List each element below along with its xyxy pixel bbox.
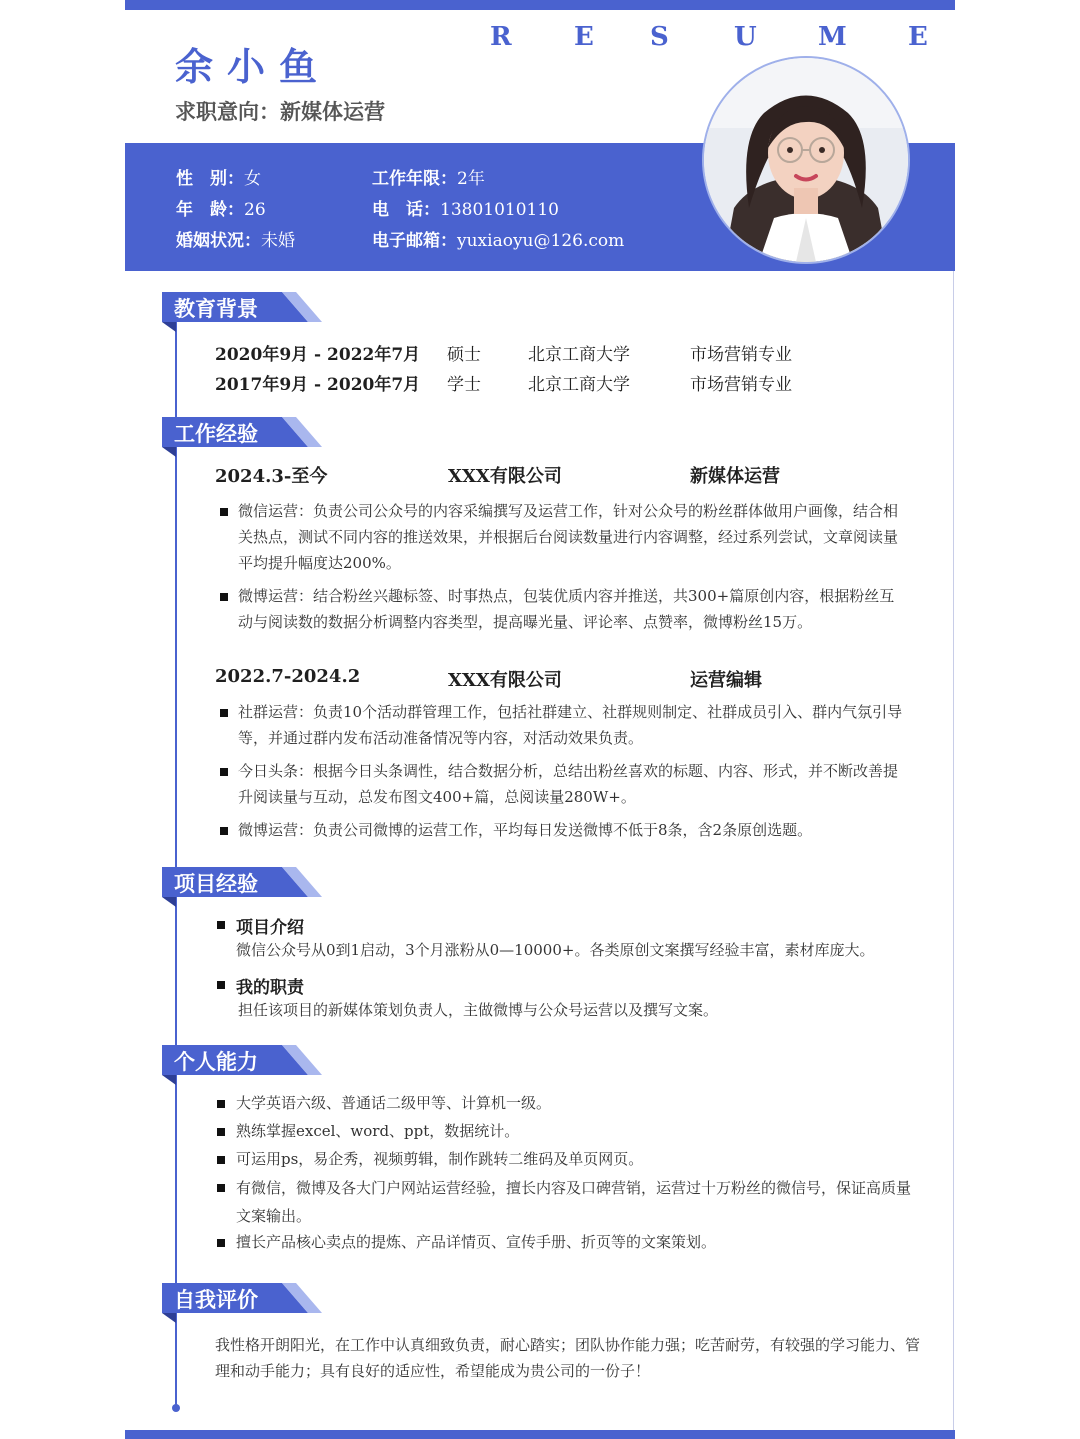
top-accent-bar bbox=[125, 0, 955, 10]
job-role: 运营编辑 bbox=[690, 670, 762, 691]
bullet-icon bbox=[220, 508, 228, 516]
bullet-icon bbox=[220, 709, 228, 717]
resume-letter: E bbox=[574, 22, 594, 52]
profile-photo-illustration bbox=[704, 58, 908, 262]
skill-item: 可运用ps，易企秀，视频剪辑，制作跳转二维码及单页网页。 bbox=[236, 1150, 644, 1168]
section-title: 自我评价 bbox=[174, 1287, 258, 1312]
info-value: yuxiaoyu@126.com bbox=[457, 231, 625, 251]
edu-date: 2017年9月 - 2020年7月 bbox=[215, 375, 421, 395]
info-value: 26 bbox=[244, 200, 266, 220]
resume-title-letters bbox=[490, 22, 940, 58]
self-evaluation-text: 我性格开朗阳光，在工作中认真细致负责，耐心踏实；团队协作能力强；吃苦耐劳，有较强的学习能力、管理和动手能力；具有良好的适应性，希望能成为贵公司的一份子！ bbox=[215, 1336, 921, 1380]
job-duty: 社群运营：负责10个活动群管理工作，包括社群建立、社群规则制定、社群成员引入、群内气氛引导等，并通过群内发布活动准备情况等内容，对活动效果负责。 bbox=[238, 703, 903, 747]
skill-item: 擅长产品核心卖点的提炼、产品详情页、宣传手册、折页等的文案策划。 bbox=[236, 1233, 717, 1251]
job-date: 2024.3-至今 bbox=[215, 466, 328, 487]
profile-photo bbox=[704, 58, 908, 262]
resume-letter: R bbox=[490, 22, 512, 52]
info-value: 2年 bbox=[457, 169, 485, 189]
info-experience bbox=[372, 164, 485, 189]
resume-letter: S bbox=[650, 22, 669, 52]
page-edge-line bbox=[953, 270, 954, 1430]
section-header-skills bbox=[162, 1045, 322, 1079]
job-company: XXX有限公司 bbox=[448, 670, 562, 691]
edu-degree: 硕士 bbox=[447, 345, 481, 365]
job-intent: 求职意向：新媒体运营 bbox=[175, 99, 385, 124]
section-title: 教育背景 bbox=[174, 296, 258, 321]
bullet-icon bbox=[220, 593, 228, 601]
bullet-icon bbox=[220, 827, 228, 835]
timeline-end-dot bbox=[172, 1404, 180, 1412]
skill-item: 有微信，微博及各大门户网站运营经验，擅长内容及口碑营销，运营过十万粉丝的微信号，保证高质量文案输出。 bbox=[236, 1179, 912, 1225]
bullet-icon bbox=[217, 1239, 225, 1247]
job-duty: 今日头条：根据今日头条调性，结合数据分析，总结出粉丝喜欢的标题、内容、形式，并不断改善提升阅读量与互动，总发布图文400+篇，总阅读量280W+。 bbox=[238, 762, 899, 806]
project-intro-title: 项目介绍 bbox=[236, 918, 304, 938]
edu-school: 北京工商大学 bbox=[528, 345, 630, 365]
job-company: XXX有限公司 bbox=[448, 466, 562, 487]
info-label: 年 龄： bbox=[176, 200, 244, 220]
edu-major: 市场营销专业 bbox=[690, 345, 792, 365]
project-duty-title: 我的职责 bbox=[236, 978, 304, 998]
section-title: 项目经验 bbox=[174, 871, 258, 896]
info-value: 13801010110 bbox=[440, 200, 559, 220]
bullet-icon bbox=[217, 1156, 225, 1164]
info-label: 电 话： bbox=[372, 200, 440, 220]
project-intro-text: 微信公众号从0到1启动，3个月涨粉从0—10000+。各类原创文案撰写经验丰富，素材库庞大。 bbox=[236, 941, 875, 959]
skill-item: 大学英语六级、普通话二级甲等、计算机一级。 bbox=[236, 1094, 552, 1112]
job-role: 新媒体运营 bbox=[690, 466, 780, 487]
job-duty: 微博运营：结合粉丝兴趣标签、时事热点，包装优质内容并推送，共300+篇原创内容，根据粉丝互动与阅读数的数据分析调整内容类型，提高曝光量、评论率、点赞率，微博粉丝15万。 bbox=[238, 587, 895, 631]
section-title: 工作经验 bbox=[174, 421, 258, 446]
section-title: 个人能力 bbox=[174, 1049, 258, 1074]
info-label: 工作年限： bbox=[372, 169, 457, 189]
info-marital bbox=[176, 226, 295, 251]
bottom-accent-bar bbox=[125, 1430, 955, 1439]
section-header-work bbox=[162, 417, 322, 451]
candidate-name: 余小鱼 bbox=[175, 44, 332, 89]
resume-letter: E bbox=[908, 22, 928, 52]
bullet-icon bbox=[217, 1128, 225, 1136]
edu-degree: 学士 bbox=[447, 375, 481, 395]
bullet-icon bbox=[217, 1100, 225, 1108]
info-phone bbox=[372, 195, 559, 220]
bullet-icon bbox=[220, 768, 228, 776]
info-label: 性 别： bbox=[176, 169, 244, 189]
bullet-icon bbox=[217, 981, 225, 989]
bullet-icon bbox=[217, 921, 225, 929]
edu-major: 市场营销专业 bbox=[690, 375, 792, 395]
bullet-icon bbox=[217, 1184, 225, 1192]
resume-letter: U bbox=[734, 22, 757, 52]
job-date: 2022.7-2024.2 bbox=[215, 666, 361, 687]
info-email bbox=[372, 226, 624, 251]
info-label: 婚姻状况： bbox=[176, 231, 261, 251]
section-header-education bbox=[162, 292, 322, 326]
info-age bbox=[176, 195, 266, 220]
edu-date: 2020年9月 - 2022年7月 bbox=[215, 345, 421, 365]
section-header-self-eval bbox=[162, 1283, 322, 1317]
info-value: 未婚 bbox=[261, 231, 295, 251]
skill-item: 熟练掌握excel、word、ppt，数据统计。 bbox=[236, 1122, 520, 1140]
timeline-line bbox=[175, 300, 177, 1408]
project-duty-text: 担任该项目的新媒体策划负责人，主做微博与公众号运营以及撰写文案。 bbox=[238, 1001, 719, 1019]
job-duty: 微信运营：负责公司公众号的内容采编撰写及运营工作，针对公众号的粉丝群体做用户画像，结合相关热点，测试不同内容的推送效果，并根据后台阅读数量进行内容调整，经过系列尝试，文章阅读量平均提升幅度达200%。 bbox=[238, 502, 899, 572]
info-value: 女 bbox=[244, 169, 261, 189]
section-header-project bbox=[162, 867, 322, 901]
info-gender bbox=[176, 164, 261, 189]
edu-school: 北京工商大学 bbox=[528, 375, 630, 395]
info-label: 电子邮箱： bbox=[372, 231, 457, 251]
resume-letter: M bbox=[818, 22, 847, 52]
job-duty: 微博运营：负责公司微博的运营工作，平均每日发送微博不低于8条，含2条原创选题。 bbox=[238, 821, 813, 839]
